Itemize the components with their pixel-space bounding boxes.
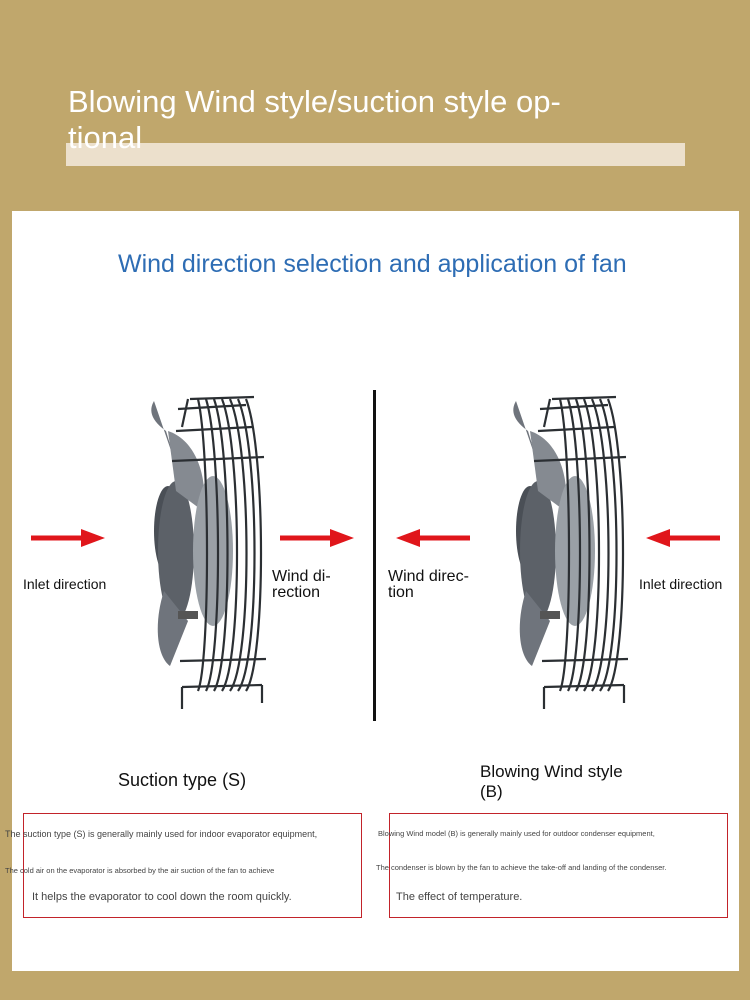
blowing-description-line-3: The effect of temperature. bbox=[396, 891, 523, 903]
suction-description-line-3: It helps the evaporator to cool down the room quickly. bbox=[32, 891, 292, 903]
wind-direction-label-left: Wind di- rection bbox=[272, 568, 331, 601]
blowing-description-line-1: Blowing Wind model (B) is generally mainly used for outdoor condenser equipment, bbox=[378, 829, 655, 838]
blowing-type-title: Blowing Wind style (B) bbox=[480, 762, 623, 801]
wind-direction-label-right: Wind direc- tion bbox=[388, 568, 469, 601]
inlet-arrow-right-icon bbox=[646, 529, 720, 547]
suction-description-line-2: The cold air on the evaporator is absorbed by the air suction of the fan to achieve bbox=[5, 866, 275, 875]
suction-description-line-1: The suction type (S) is generally mainly used for indoor evaporator equipment, bbox=[5, 829, 318, 839]
blowing-description-line-2: The condenser is blown by the fan to achieve the take-off and landing of the condenser. bbox=[376, 863, 667, 872]
panel-title: Wind direction selection and application of fan bbox=[118, 250, 627, 278]
inlet-direction-label-left: Inlet direction bbox=[23, 576, 107, 592]
axial-fan-icon bbox=[510, 391, 634, 711]
content-panel bbox=[5, 211, 739, 971]
page-title: Blowing Wind style/suction style op- tional bbox=[68, 84, 561, 155]
wind-arrow-left-icon bbox=[280, 529, 354, 547]
inlet-direction-label-right: Inlet direction bbox=[639, 576, 723, 592]
wind-arrow-right-icon bbox=[396, 529, 470, 547]
suction-type-title: Suction type (S) bbox=[118, 770, 247, 790]
inlet-arrow-left-icon bbox=[31, 529, 105, 547]
divider-line bbox=[373, 390, 376, 721]
axial-fan-icon bbox=[148, 391, 272, 711]
